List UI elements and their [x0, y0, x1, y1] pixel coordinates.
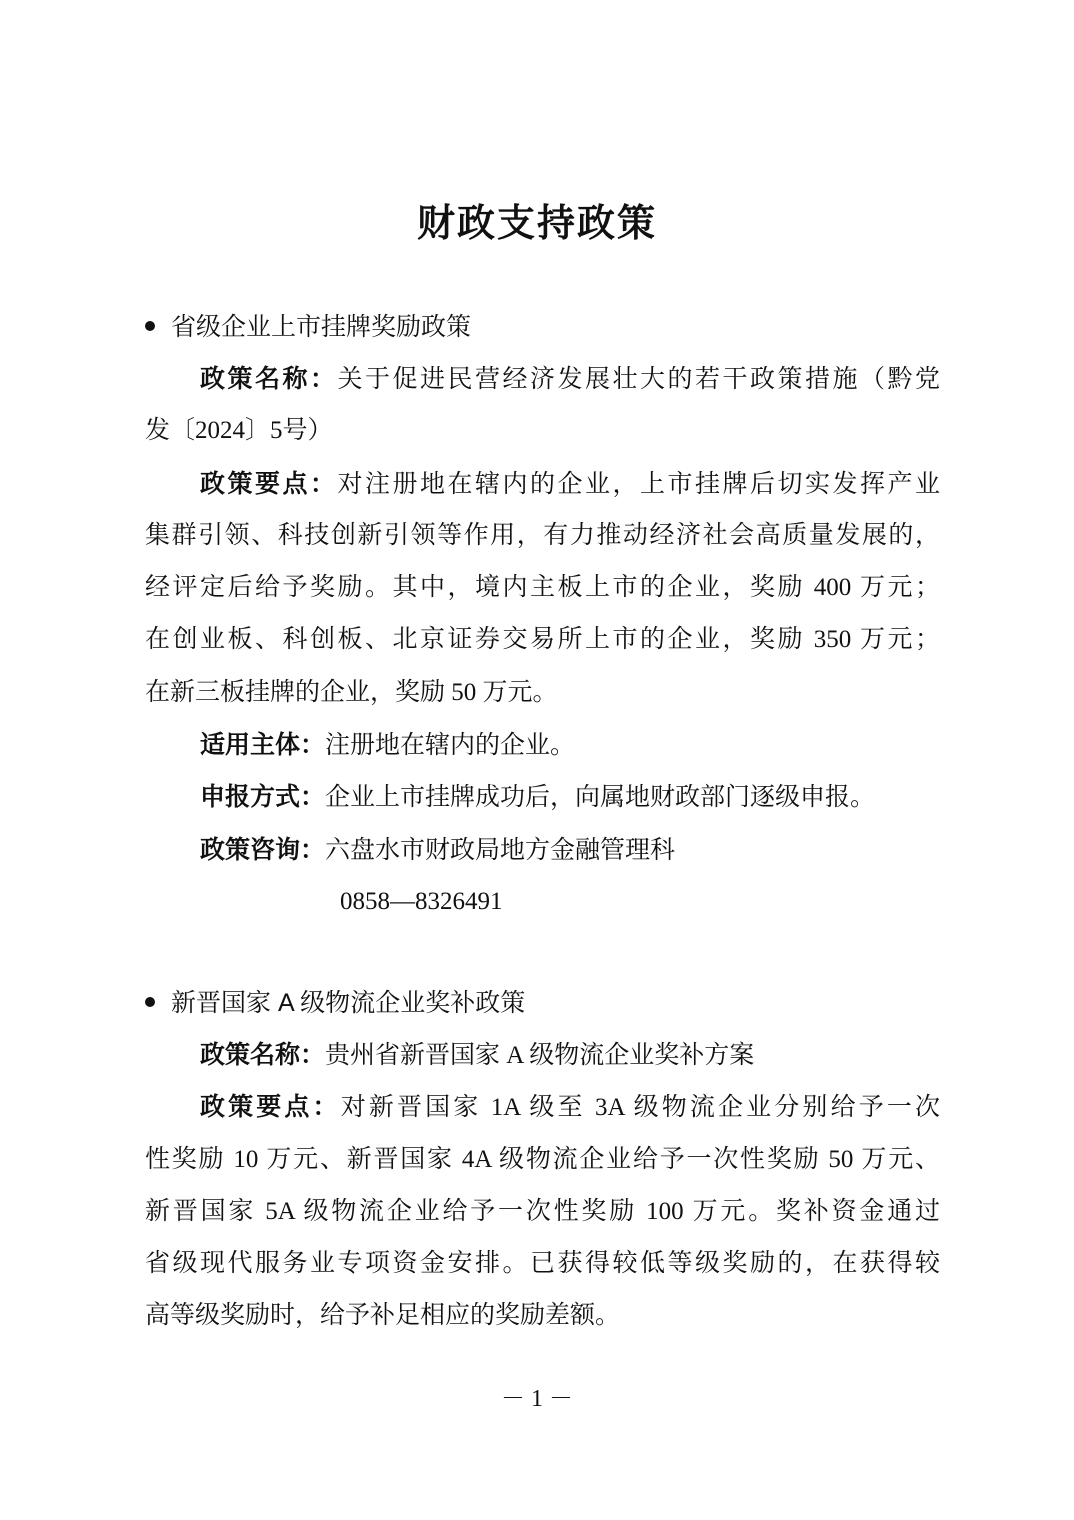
- section-heading-text: 省级企业上市挂牌奖励政策: [171, 313, 472, 341]
- policy-points-line: [145, 1081, 940, 1133]
- contact-phone: 0858—8326491: [340, 887, 503, 915]
- policy-points-line: 省级现代服务业专项资金安排。已获得较低等级奖励的，在获得较: [145, 1250, 940, 1278]
- contact-label: 政策咨询：: [200, 835, 326, 864]
- policy-name-label: 政策名称：: [200, 1041, 326, 1069]
- policy-subject-line: [145, 719, 940, 771]
- page-title: 财政支持政策: [416, 203, 657, 245]
- policy-points-line: 性奖励 10 万元、新晋国家 4A 级物流企业给予一次性奖励 50 万元、: [145, 1145, 940, 1173]
- policy-name-line: 发〔2024〕5号）: [145, 417, 333, 445]
- policy-section-listing: [145, 301, 940, 928]
- policy-points-line: 集群引领、科技创新引领等作用，有力推动经济社会高质量发展的，: [145, 521, 940, 549]
- policy-points-label: 政策要点：: [200, 1093, 341, 1122]
- page-number: － 1 －: [501, 1386, 573, 1412]
- policy-points-text: 对注册地在辖内的企业，上市挂牌后切实发挥产业: [337, 470, 940, 498]
- contact-value: 六盘水市财政局地方金融管理科: [325, 836, 676, 864]
- apply-label: 申报方式：: [200, 783, 326, 812]
- policy-name-value: 贵州省新晋国家 A 级物流企业奖补方案: [325, 1042, 755, 1069]
- policy-points-text: 对新晋国家 1A 级至 3A 级物流企业分别给予一次: [340, 1094, 940, 1122]
- policy-points-label: 政策要点：: [200, 469, 338, 498]
- apply-value: 企业上市挂牌成功后，向属地财政部门逐级申报。: [325, 784, 876, 812]
- policy-points-line: 新晋国家 5A 级物流企业给予一次性奖励 100 万元。奖补资金通过: [145, 1197, 940, 1225]
- policy-name-line: [145, 1029, 940, 1081]
- policy-points-line: 经评定后给予奖励。其中，境内主板上市的企业，奖励 400 万元；: [145, 574, 940, 602]
- subject-label: 适用主体：: [200, 731, 326, 760]
- policy-points-line: 在新三板挂牌的企业，奖励 50 万元。: [145, 678, 558, 706]
- policy-contact-line: [145, 824, 940, 876]
- policy-points-line: [145, 458, 940, 510]
- section-heading-text: 新晋国家 A 级物流企业奖补政策: [171, 989, 526, 1017]
- subject-value: 注册地在辖内的企业。: [325, 732, 576, 760]
- section-heading: [145, 301, 940, 353]
- section-heading: [145, 977, 940, 1029]
- bullet-icon: [145, 321, 155, 331]
- policy-section-logistics: [145, 977, 940, 1343]
- policy-name-label: 政策名称：: [200, 365, 338, 393]
- policy-apply-line: [145, 771, 940, 823]
- policy-name-value: 关于促进民营经济发展壮大的若干政策措施（黔党: [337, 366, 940, 393]
- policy-points-line: 在创业板、科创板、北京证券交易所上市的企业，奖励 350 万元；: [145, 626, 940, 654]
- policy-points-line: 高等级奖励时，给予补足相应的奖励差额。: [145, 1302, 621, 1330]
- bullet-icon: [145, 997, 155, 1007]
- policy-name-line: [145, 353, 940, 405]
